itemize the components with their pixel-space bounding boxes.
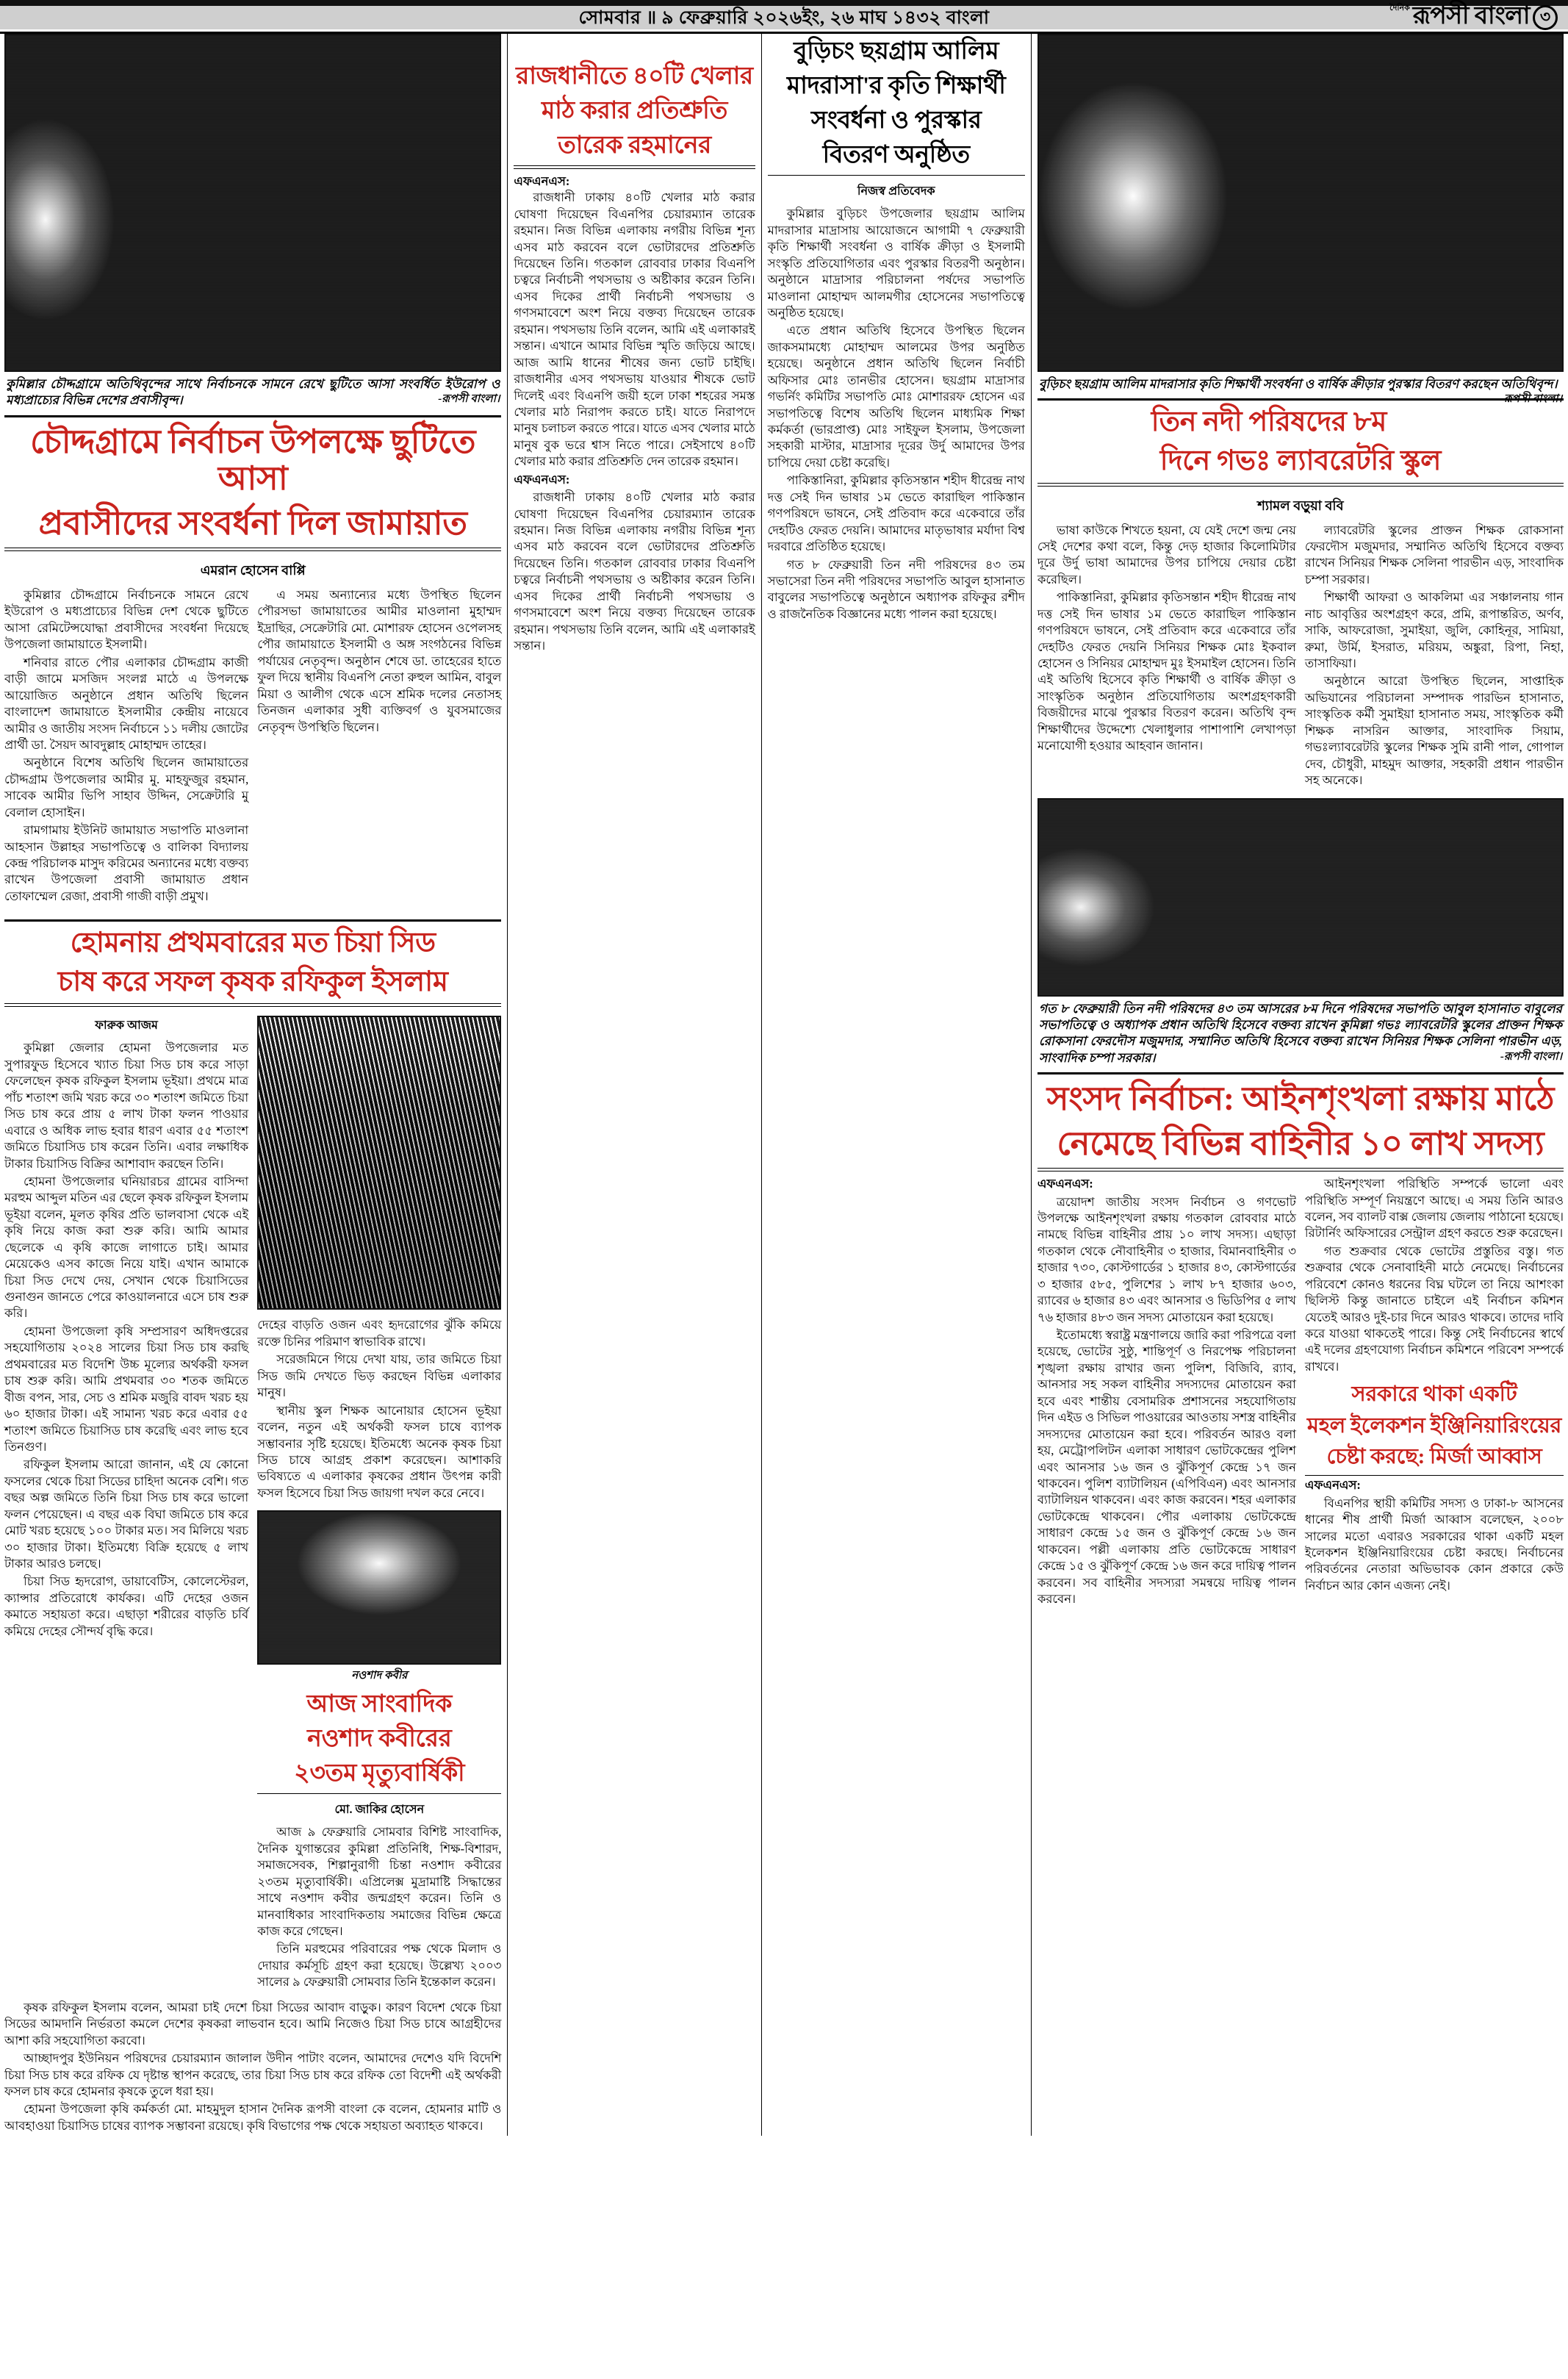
photo-credit: -রূপসী বাংলা। — [1500, 1050, 1563, 1063]
paragraph: অনুষ্ঠানে আরো উপস্থিত ছিলেন, সাপ্তাহিক অভিযানের পরিচালনা সম্পাদক পারভিন হাসানাত, সাংস্কৃতিক কর্মী সুমাইয়া হাসানাত সময়, সাংস্কৃতিক কর্মী শিক্ষক নাসরিন আক্তার, সাংবাদিক সিয়াম, গভঃল্যাবরেটরি স্কুলের শিক্ষক সুমি রানী পাল, গোপাল দেব, চৌধুরী, মাহমুদ আক্তার, সহকারী প্রধান পারভীন সহ অনেকে। — [1304, 674, 1564, 788]
paragraph: কুমিল্লার চৌদ্দগ্রামে নির্বাচনকে সামনে রেখে ইউরোপ ও মধ্যপ্রাচ্যের বিভিন্ন দেশ থেকে ছুটিতে আসা রেমিটেন্সযোদ্ধা প্রবাসীদের সংবর্ধনা দিয়েছে উপজেলা জামায়াতে ইসলামী। — [4, 588, 249, 652]
paragraph: ল্যাবরেটরি স্কুলের প্রাক্তন শিক্ষক রোকসানা ফেরদৌস মজুমদার, সম্মানিত অতিথি হিসেবে বক্তব্য রাখেন সিনিয়র শিক্ষক সেলিনা পারভীন এড়, সাংবাদিক চম্পা সরকার। — [1304, 523, 1564, 586]
paragraph: ইতোমধ্যে স্বরাষ্ট্র মন্ত্রণালয়ে জারি করা পরিপত্রে বলা হয়েছে, ভোটের সুষ্ঠু, শান্তিপূর্ণ ও নিরপেক্ষ পরিচালনা শৃঙ্খলা রক্ষায় রাখার জন্য পুলিশ, বিজিবি, র‍্যাব, আনসার সহ সকল বাহিনীর সদস্যদের মোতায়েন করা হবে এবং শান্তীয় বেসামরিক প্রশাসনের সহযোগিতায় দিন এইড ও সিভিল পাওয়ারের আওতায় সশস্ত্র বাহিনীর সদস্যদের মোতায়েন করা হবে। পরিবর্তন আরও বলা হয়, মেট্রোপলিটন এলাকা সাধারণ ভোটকেন্দ্রের পুলিশ এবং আনসার ১৬ জন ও ঝুঁকিপূর্ণ কেন্দ্রে ১৭ জন থাকবেন। পুলিশ ব্যাটালিয়ন (এপিবিএন) এবং আনসার ব্যাটালিয়ন থাকবেন। এবং কাজ করবেন। শহর এলাকার ভোটকেন্দ্রে থাকবেন। পৌর এলাকায় ভোটকেন্দ্রে সাধারণ কেন্দ্রে ১৫ জন ও ঝুঁকিপূর্ণ কেন্দ্রে ১৬ জন থাকবেন। পল্লী এলাকায় প্রতি ভোটকেন্দ্রে সাধারণ কেন্দ্রে ১৫ ও ঝুঁকিপূর্ণ কেন্দ্রে ১৬ জন করে দায়িত্ব পালন করবেন। সব বাহিনীর সদস্যরা সমন্বয়ে দায়িত্ব পালন করবেন। — [1037, 1328, 1296, 1606]
headline-security-line1: সংসদ নির্বাচন: আইনশৃংখলা রক্ষায় মাঠে — [1046, 1080, 1555, 1118]
photo-noshad-caption: নওশাদ কবীর — [351, 1670, 408, 1682]
photo-rivers-council — [1037, 798, 1564, 997]
headline-playgrounds-line3: তারেক রহমানের — [558, 132, 711, 159]
headline-chia-line2: চাষ করে সফল কৃষক রফিকুল ইসলাম — [57, 966, 448, 997]
paragraph: অনুষ্ঠানে বিশেষ অতিথি ছিলেন জামায়াতের চৌদ্দগ্রাম উপজেলার আমীর মু. মাহফুজুর রহমান, সাবেক আমীর ভিপি সাহাব উদ্দিন, সেক্রেটারি মু বেলাল হোসাইন। — [4, 756, 249, 819]
headline-chia-line1: হোমনায় প্রথমবারের মত চিয়া সিড — [70, 927, 436, 959]
paragraph: আইনশৃংখলা পরিস্থিতি সম্পর্কে ভালো এবং পরিস্থিতি সম্পূর্ণ নিয়ন্ত্রণে আছে। এ সময় তিনি আরও বলেন, সব ব্যালট বাক্স জেলায় জেলায় পাঠানো হয়েছে। রিটার্নিং অফিসারের সেন্ট্রাল গ্রহণ করতে শুরু করেছেন। — [1304, 1177, 1564, 1241]
story-chia-wrap — [4, 1011, 501, 1992]
paragraph: শিক্ষার্থী আফরা ও আকলিমা এর সঞ্চালনায় গান নাচ আবৃত্তির অংশগ্রহণ করে, প্রমি, রূপান্তরিত, অর্ণব, সাকি, আফরোজা, সুমাইয়া, জুলি, কোহিনূর, সামিয়া, রুমা, উর্মি, ইসরাত, মরিয়ম, অঙ্কুরা, রিপা, নিহা, তাসাফিয়া। — [1304, 590, 1564, 671]
paragraph: শনিবার রাতে পৌর এলাকার চৌদ্দগ্রাম কাজী বাড়ী জামে মসজিদ সংলগ্ন মাঠে এ উপলক্ষে আয়োজিত অনুষ্ঠানে প্রধান অতিথি ছিলেন বাংলাদেশ জামায়াতে ইসলামীর কেন্দ্রীয় নায়েবে আমীর ও জাতীয় সংসদ নির্বাচনে ১১ দলীয় জোটের প্রার্থী ডা. সৈয়দ আবদুল্লাহ মোহাম্মদ তাহের। — [4, 655, 249, 752]
paragraph: রাজধানী ঢাকায় ৪০টি খেলার মাঠ করার ঘোষণা দিয়েছেন বিএনপির চেয়ারম্যান তারেক রহমান। নিজ বিভিন্ন এলাকায় নগরীয় বিভিন্ন শূন্য এসব মাঠ করবেন বলে ভোটারদের প্রতিশ্রুতি দিয়েছেন তিনি। গতকাল রোববার ঢাকার বিএনপি চত্বরে নির্বাচনী পথসভায় ও অষ্টীকার করেন তিনি। এসব দিকের প্রার্থী নির্বাচনী পথসভায় ও গণসমাবেশে অংশ নিয়ে বক্তব্য দিয়েছেন তারেক রহমান। পথসভায় তিনি বলেন, আমি এই এলাকারই সন্তান। — [514, 490, 755, 653]
paragraph: এতে প্রধান অতিথি হিসেবে উপস্থিত ছিলেন জাকসমামধ্যে মোহাম্মদ আলমের উপর অনুষ্ঠিত হয়েছে। অনুষ্ঠানে প্রধান অতিথি ছিলেন নির্বাচী অফিসার মোঃ তানভীর হোসেন। ছয়গ্রাম মাদ্রাসার গভর্নিং কমিটির সভাপতি মোঃ মোশাররফ হোসেন এর সভাপতিত্বে বিশেষ অতিথি ছিলেন মাধ্যমিক শিক্ষা কর্মকর্তা (ভারপ্রাপ্ত) মোঃ সাইফুল ইসলাম, উপজেলা সহকারী মাস্টার, মাদ্রাসার দূরের উর্দু আমাদের উপর চাপিয়ে দেয়া চেষ্টা করেছি। — [767, 323, 1025, 470]
masthead-brand — [1389, 4, 1558, 29]
page-number-badge: ৩ — [1533, 5, 1558, 30]
headline-madrasa-line3: সংবর্ধনা ও পুরস্কার — [810, 107, 982, 134]
headline-rivers-line1: তিন নদী পরিষদের ৮ম — [1151, 406, 1387, 438]
headline-rule — [1037, 1072, 1564, 1074]
story-chia-tail — [4, 2000, 501, 2135]
column-1 — [4, 34, 501, 2136]
photo-rivers-caption: গত ৮ ফেব্রুয়ারী তিন নদী পরিষদের ৪৩ তম আসরের ৮ম দিনে পরিষদের সভাপতি আবুল হাসানাত বাবুলের সভাপতিত্বে ও অধ্যাপক প্রধান অতিথি হিসেবে বক্তব্য রাখেন কুমিল্লা গভঃ ল্যাবরেটরি স্কুলের প্রাক্তন শিক্ষক রোকসানা ফেরদৌস মজুমদার, সম্মানিত অতিথি হিসেবে বক্তব্য রাখেন সিনিয়র শিক্ষক সেলিনা পারভীন এড়, সাংবাদিক চম্পা সরকার। -রূপসী বাংলা। — [1038, 1001, 1563, 1065]
story-playgrounds-body — [514, 173, 755, 655]
paragraph: কুমিল্লা জেলার হোমনা উপজেলার মত সুপারফুড হিসেবে খ্যাত চিয়া সিড চাষ করে সাড়া ফেলেছেন কৃষক রফিকুল ইসলাম ভূইয়া। প্রথমে মাত্র পাঁচ শতাংশ জমি খরচ করে ৩০ শতাংশ জমিতে চিয়া সিড চাষ করে প্রায় ৫ লাখ টাকা ফলন পাওয়ার এবারে ও অধিক লাভ হবার ধারণ এবার ৫৫ শতাংশ জমিতে চিয়াসিড চাষ করেন তিনি। এবার লক্ষাধিক টাকার চিয়াসিড বিক্রির আশাবাদ করছেন তিনি। — [4, 1041, 249, 1171]
paragraph: কুমিল্লার বুড়িচং উপজেলার ছয়গ্রাম আলিম মাদরাসার মাদ্রাসায় আয়োজনে আগামী ৭ ফেব্রুয়ারী কৃতি শিক্ষার্থী সংবর্ধনা ও বার্ষিক ক্রীড়া ও ইসলামী সংস্কৃতি প্রতিযোগিতার এবং পুরস্কার বিতরণী অনুষ্ঠান। অনুষ্ঠানে মাদ্রাসার পরিচালনা পর্ষদের সভাপতি মাওলানা মোহাম্মদ আলমগীর হোসেনের সভাপতিত্বে অনুষ্ঠিত হয়েছে। — [767, 207, 1025, 320]
paragraph: কৃষক রফিকুল ইসলাম বলেন, আমরা চাই দেশে চিয়া সিডের আবাদ বাড়ুক। কারণ বিদেশ থেকে চিয়া সিডের আমদানি নির্ভরতা কমলে দেশের কৃষকরা লাভবান হবে। আমি নিজেও চিয়া সিড চাষে আগ্রহীদের আশা করি সহযোগিতা করবো। — [4, 2000, 502, 2048]
byline-rivers: শ্যামল বড়ুয়া ববি — [1257, 498, 1344, 513]
headline-rule-bottom — [1037, 483, 1564, 484]
paragraph: রামগামায় ইউনিট জামায়াত সভাপতি মাওলানা আহসান উল্লাহর সভাপতিত্বে ও বালিকা বিদ্যালয় কেন্দ্র পরিচালক মাসুদ করিমের অন্যানের মধ্যে বক্তব্য রাখেন উপজেলা প্রবাসী জামায়াত প্রধান তোফাম্মেল রেজা, প্রবাসী গাজী বাড়ী প্রমুখ। — [4, 823, 249, 903]
paragraph: এ সময় অন্যান্যের মধ্যে উপস্থিত ছিলেন পৌরসভা জামায়াতের আমীর মাওলানা মুহাম্মদ ইদ্রাছির, সেক্রেটারি মো. মোশারফ হোসেন ওপেলসহ পৌর জামায়াতে ইসলামী ও অঙ্গ সংগঠনের বিভিন্ন পর্যায়ের নেতৃবৃন্দ। অনুষ্ঠান শেষে ডা. তাহেরের হাতে ফুল দিয়ে স্থানীয় বিএনপি নেতা রুহুল আমিন, বাবুল মিয়া ও আলীগ থেকে এসে শ্রমিক দলের নেতাসহ তিনজন এলাকার সুধী ব্যক্তিবর্গ ও যুবসমাজের নেতৃবৃন্দ উপস্থিতি ছিলেন। — [257, 588, 502, 734]
headline-noshad-line2: নওশাদ কবীরের — [307, 1726, 452, 1753]
photo-chia-field — [257, 1016, 501, 1310]
paragraph: আজ ৯ ফেব্রুয়ারি সোমবার বিশিষ্ট সাংবাদিক, দৈনিক যুগান্তরের কুমিল্লা প্রতিনিধি, শিক্ষ-বিশারদ, সমাজসেবক, শিল্পানুরাগী চিন্তা নওশাদ কবীরের ২৩তম মৃত্যুবার্ষিকী। এপ্রিলেক্স মুদ্রামাষ্টি সিদ্ধান্তের সাথে নওশাদ কবীর জন্মগ্রহণ করেন। তিনি ও মানবাধিকার সাংবাদিকতায় সমাজের বিভিন্ন ক্ষেত্রে কাজ করে গেছেন। — [257, 1825, 502, 1939]
byline-security: এফএনএস: — [1037, 1177, 1093, 1191]
headline-rule-bottom — [1037, 1168, 1564, 1169]
subhead-abbas-line1: সরকারে থাকা একটি — [1351, 1382, 1517, 1407]
paragraph: ত্রয়োদশ জাতীয় সংসদ নির্বাচন ও গণভোট উপলক্ষে আইনশৃংখলা রক্ষায় গতকাল রোববার মাঠে নামছে বিভিন্ন বাহিনীর প্রায় ১০ লাখ সদস্য। এছাড়া গতকাল থেকে নৌবাহিনীর ৩ হাজার, বিমানবাহিনীর ৩ হাজার ৭৩০, কোস্টগার্ডের ১ হাজার ৪৩, কোস্টগার্ডের ৩ হাজার ৫৮৫, পুলিশের ১ লাখ ৮৭ হাজার ৬০৩, র‍্যাবের ৬ হাজার ৪৩ এবং আনসার ও ভিডিপির ৫ লাখ ৭৬ হাজার ৪৮৩ জন সদস্য মোতায়েন করা হয়েছে। — [1037, 1194, 1296, 1324]
headline-rule — [4, 919, 501, 922]
headline-rule — [4, 415, 501, 417]
byline-chia: ফারুক আজম — [95, 1019, 158, 1033]
photo-expats-reception — [4, 34, 501, 372]
column-4 — [1037, 34, 1564, 2136]
headline-expats-line1: চৌদ্দগ্রামে নির্বাচন উপলক্ষে ছুটিতে আসা — [30, 423, 476, 498]
headline-rule — [1037, 398, 1564, 401]
headline-security-line2: নেমেছে বিভিন্ন বাহিনীর ১০ লাখ সদস্য — [1057, 1124, 1544, 1162]
paragraph: হোমনা উপজেলা কৃষি কর্মকর্তা মো. মাহমুদুল হাসান দৈনিক রূপসী বাংলা কে বলেন, হোমনার মাটি ও আবহাওয়া চিয়াসিড চাষের ব্যাপক সম্ভাবনা রয়েছে। কৃষি বিভাগের পক্ষ থেকে সহায়তা অব্যাহত থাকবে। — [4, 2102, 502, 2133]
paragraph: রাজধানী ঢাকায় ৪০টি খেলার মাঠ করার ঘোষণা দিয়েছেন বিএনপির চেয়ারম্যান তারেক রহমান। নিজ বিভিন্ন এলাকায় নগরীয় বিভিন্ন শূন্য এসব মাঠ করবেন বলে ভোটারদের প্রতিশ্রুতি দিয়েছেন তিনি। গতকাল রোববার ঢাকার বিএনপি চত্বরে নির্বাচনী পথসভায় ও অষ্টীকার করেন তিনি। এসব দিকের প্রার্থী নির্বাচনী পথসভায় ও গণসমাবেশে অংশ নিয়ে বক্তব্য দিয়েছেন তারেক রহমান। পথসভায় তিনি বলেন, আমি এই এলাকারই সন্তান। এখানে আমার বিভিন্ন স্মৃতি জড়িয়ে আছে। আজ আমি ধানের শীষের জন্য ভোট চাইছি। রাজধানীর এসব পথসভায় যাওয়ার শীষকে ভোট দিলেই এবং বিএনপি জয়ী হলে ঢাকা শহরের সমস্ত খেলার মাঠ নিরাপদ করতে চাই। যাতে নিরাপদে মানুষ চলাচল করতে পারে। যাতে এসব খেলার মাঠে মানুষ বুক ভরে শ্বাস নিতে পারে। সেইসাথে ৪০টি খেলার মাঠ করার প্রতিশ্রুতি দেন তারেক রহমান। — [514, 190, 755, 469]
headline-rule-bottom — [4, 1003, 501, 1004]
byline-expats: এমরান হোসেন বাপ্পি — [200, 563, 306, 578]
headline-noshad-line3: ২৩তম মৃত্যুবার্ষিকী — [294, 1759, 465, 1787]
photo-madrasa-award — [1037, 34, 1564, 372]
paragraph: রফিকুল ইসলাম আরো জানান, এই যে কোনো ফসলের থেকে চিয়া সিডের চাহিদা অনেক বেশি। গত বছর অল্প জমিতে তিনি চিয়া সিড চাষ করে ভালো ফলন পেয়েছেন। এ বছর এক বিঘা জমিতে চাষ করে মোট খরচ হয়েছে ১০০ টাকার মত। সব মিলিয়ে খরচ ৩০ হাজার টাকা। ইতিমধ্যে বিক্রি হয়েছে ৫ লাখ টাকার আরও চলছে। — [4, 1457, 249, 1571]
headline-playgrounds-line1: রাজধানীতে ৪০টি খেলার — [516, 63, 753, 90]
paragraph: হোমনা উপজেলা কৃষি সম্প্রসারণ অধিদপ্তরের সহযোগিতায় ২০২৪ সালের চিয়া সিড চাষ করছি প্রথমবারের মত বিদেশি উচ্চ মূল্যের অর্থকরী ফসল চাষ শুরু করি। আমি প্রথমবার ৩০ শতক জমিতে বীজ বপন, সার, সেচ ও শ্রমিক মজুরি বাবদ খরচ হয় ৬০ হাজার টাকা। এই সামান্য খরচ করে এবার ৫৫ শতাংশ জমিতে চিয়াসিড চাষ করেছি এবং লাভ হবে তিনগুণ। — [4, 1324, 249, 1454]
photo-credit: -রূপসী বাংলা। — [438, 393, 500, 406]
paragraph: দেহের বাড়তি ওজন এবং হৃদরোগের ঝুঁকি কমিয়ে রক্তে চিনির পরিমাণ স্বাভাবিক রাখে। — [257, 1318, 502, 1349]
photo-noshad-kabir — [257, 1510, 501, 1665]
column-divider — [761, 34, 762, 2136]
byline-madrasa: নিজস্ব প্রতিবেদক — [857, 185, 935, 198]
paragraph: গত ৮ ফেব্রুয়ারী তিন নদী পরিষদের ৪৩ তম সভাসেরা তিন নদী পরিষদের সভাপতি আবুল হাসানাত বাবুলের সভাপতিত্বে অনুষ্ঠানে অধ্যাপক রফিকুর রশীদ ও রাজনৈতিক বিজ্ঞানের মধ্যে পালন করা হয়েছে। — [767, 557, 1025, 621]
byline-noshad: মো. জাকির হোসেন — [334, 1804, 425, 1817]
masthead — [0, 0, 1568, 29]
masthead-date: সোমবার ॥ ৯ ফেব্রুয়ারি ২০২৬ইং, ২৬ মাঘ ১৪৩২ বাংলা — [578, 8, 990, 29]
photo-expats-caption: কুমিল্লার চৌদ্দগ্রামে অতিথিবৃন্দের সাথে নির্বাচনকে সামনে রেখে ছুটিতে আসা সংবর্ধিত ইউরোপ ও মধ্যপ্রাচ্যের বিভিন্ন দেশের প্রবাসীবৃন্দ। -রূপসী বাংলা। — [6, 377, 500, 408]
paragraph: তিনি মরহুমের পরিবারের পক্ষ থেকে মিলাদ ও দোয়ার কর্মসূচি গ্রহণ করা হয়েছে। উল্লেখ্য ২০০৩ সালের ৯ ফেব্রুয়ারী সোমবার তিনি ইন্তেকাল করেন। — [257, 1942, 502, 1989]
paragraph: বিএনপির স্থায়ী কমিটির সদস্য ও ঢাকা-৮ আসনের ধানের শীষ প্রার্থী মির্জা আব্বাস বলেছেন, ২০০৮ সালের মতো এবারও সরকারের থাকা একটি মহল ইলেকশন ইঞ্জিনিয়ারিংয়ের চেষ্টা করছে। নির্বাচনের পরিবর্তনের নেতারা অভিভাবক কোন প্রকারে কেউ নির্বাচন আর কোন এজন্য নেই। — [1304, 1496, 1564, 1593]
column-2 — [514, 34, 755, 2136]
headline-noshad-line1: আজ সাংবাদিক — [306, 1691, 453, 1718]
headline-playgrounds-line2: মাঠ করার প্রতিশ্রুতি — [541, 97, 728, 124]
subhead-abbas-line3: চেষ্টা করছে: মির্জা আব্বাস — [1326, 1445, 1542, 1469]
paragraph: চিয়া সিড হৃদরোগ, ডায়াবেটিস, কোলেস্টেরল, ক্যান্সার প্রতিরোধে কার্যকর। এটি দেহের ওজন কমাতে সহায়তা করে। এছাড়া শরীরের বাড়তি চর্বি কমিয়ে দেহের সৌন্দর্য বৃদ্ধি করে। — [4, 1574, 249, 1638]
paragraph: গত শুক্রবার থেকে ভোটের প্রস্তুতির বস্তু। গত শুক্রবার থেকে সেনাবাহিনী মাঠে নেমেছে। নির্বাচনের পরিবেশে কোনও ধরনের বিঘ্ন ঘটলে তা নিয়ে আশংকা ছিলিস্ট কিন্তু জানাতে চাইলে এই নির্বাচন কমিশন যেতেই আরও দুই-চার দিনে আরও থাকবে। তাদের দাবি করে যাওয়া থাকতেই পারে। কিন্তু সেই নির্বাচনের স্বার্থে এই দলের গ্রহণযোগ্য নির্বাচন কমিশনে পরিবেশ সম্পর্কে রাখবে। — [1304, 1244, 1564, 1374]
byline-playgrounds: এফএনএস: — [514, 173, 570, 188]
headline-rule-bottom — [514, 165, 755, 166]
headline-madrasa-line2: মাদরাসা'র কৃতি শিক্ষার্থী — [786, 72, 1006, 99]
photo-madrasa-caption: বুড়িচং ছয়গ্রাম আলিম মাদরাসার কৃতি শিক্ষার্থী সংবর্ধনা ও বার্ষিক ক্রীড়ার পুরস্কার বিতরণ করছেন অতিথিবৃন্দ। -রূপসী বাংলা। — [1037, 372, 1564, 395]
photo-credit: -রূপসী বাংলা। — [1500, 393, 1563, 406]
story-rivers-body — [1037, 523, 1564, 791]
headline-rivers-line2: দিনে গভঃ ল্যাবরেটরি স্কুল — [1159, 445, 1442, 476]
column-divider — [507, 34, 508, 2136]
byline-abbas: এফএনএস: — [1304, 1478, 1361, 1493]
headline-rule-bottom — [768, 175, 1025, 176]
paragraph: ভাষা কাউকে শিখতে হয়না, যে যেই দেশে জন্ম নেয় সেই দেশের কথা বলে, কিন্তু দেড় হাজার কিলোমিটার দূরে উর্দু ভাষা আমাদের উপর চাপিয়ে দেয়ার চেষ্টা করেছিল। — [1037, 523, 1296, 586]
paragraph: হোমনা উপজেলার ঘনিয়ারচর গ্রামের বাসিন্দা মরহুম আব্দুল মতিন এর ছেলে কৃষক রফিকুল ইসলাম ভূইয়া বলেন, মূলত কৃষির প্রতি ভালবাসা থেকে এই কৃষি নিয়ে কাজ করা শুরু করি। আমি আমার ছেলেকে এ কৃষি কাজে লাগাতে চাই। আমার মেয়েকেও এসব কাজে নিয়ে যাই। এখান আমাকে চিয়া সিড দেখে দেয়, সেখান থেকে চিয়াসিডের গুনাগুন জানতে পেরে কাওয়ালনারে এসে চাষ শুরু করি। — [4, 1174, 249, 1321]
page-columns — [0, 34, 1568, 2136]
story-expats-body — [4, 587, 501, 906]
story-security-body — [1037, 1176, 1564, 1609]
paragraph: পাকিস্তানিরা, কুমিল্লার কৃতিসন্তান শহীদ ধীরেন্দ্র নাথ দত্ত সেই দিন ভাষার ১ম ভেতে কারাছিল পাকিস্তান গণপরিষদে ভাষনে, সেই প্রতিবাদ করে একেবারে তাঁর দেহটিও ফেরত দেয়নি সিনিয়র শিক্ষক মোঃ ইকবাল হোসেন ও সিনিয়র মোহাম্মদ মুঃ ইসমাইল হোসেন। তিনি এই অতিথি হিসেবে কৃতি শিক্ষার্থী ও বার্ষিক ক্রীড়া ও সাংস্কৃতিক অনুষ্ঠান প্রতিযোগিতায় অংশগ্রহণকারী বিজয়ীদের মাঝে পুরস্কার বিতরণ করেন। অতিথি বৃন্দ শিক্ষার্থীদের উদ্দেশ্যে খেলাধুলার পাশাপাশি লেখাপড়া মনোযোগী হওয়ার আহবান জানান। — [1037, 590, 1296, 753]
brand-prefix: দৈনিক — [1389, 4, 1410, 12]
column-3 — [768, 34, 1025, 2136]
column-divider — [1031, 34, 1032, 2136]
paragraph: সরেজমিনে গিয়ে দেখা যায়, তার জমিতে চিয়া সিড জমি দেখতে ভিড় করছেন বিভিন্ন এলাকার মানুষ। — [257, 1352, 502, 1400]
subhead-rule — [1305, 1475, 1564, 1476]
headline-rule-bottom — [257, 1793, 501, 1795]
subhead-abbas-line2: মহল ইলেকশন ইঞ্জিনিয়ারিংয়ের — [1306, 1413, 1562, 1438]
byline-playgrounds-2: এফএনএস: — [514, 472, 570, 487]
paragraph: আচ্ছাদপুর ইউনিয়ন পরিষদের চেয়ারম্যান জালাল উদীন পাটাং বলেন, আমাদের দেশেও যদি বিদেশি চিয়া সিড চাষ করে রফিক যে দৃষ্টান্ত স্থাপন করেছে, তার চিয়া সিড চাষ করে রফিক তো বিদেশী এই অর্থকরী ফসল চাষ করে হোমনার কৃষকে তুলে ধরা হয়। — [4, 2051, 502, 2098]
paragraph: পাকিস্তানিরা, কুমিল্লার কৃতিসন্তান শহীদ ধীরেন্দ্র নাথ দত্ত সেই দিন ভাষার ১ম ভেতে কারাছিল পাকিস্তান গণপরিষদে ভাষনে, সেই প্রতিবাদ করে একেবারে তাঁর দেহটিও ফেরত দেয়নি। আমাদের মাতৃভাষার মর্যাদা বিশ্ব দরবারে প্রতিষ্ঠিত হয়েছে। — [767, 473, 1025, 554]
brand-title: রূপসী বাংলা — [1412, 3, 1530, 29]
headline-expats-line2: প্রবাসীদের সংবর্ধনা দিল জামায়াত — [38, 504, 467, 542]
headline-madrasa-line4: বিতরণ অনুষ্ঠিত — [822, 141, 970, 168]
headline-madrasa-line1: বুড়িচং ছয়গ্রাম আলিম — [794, 38, 999, 65]
story-madrasa-body — [768, 206, 1025, 622]
paragraph: স্থানীয় স্কুল শিক্ষক আনোয়ার হোসেন ভূইয়া বলেন, নতুন এই অর্থকরী ফসল চাষে ব্যাপক সম্ভাবনার সৃষ্টি হয়েছে। ইতিমধ্যে অনেক কৃষক চিয়া সিড চাষে আগ্রহ প্রকাশ করেছেন। আশাকরি ভবিষ্যতে এ এলাকার কৃষকের প্রধান উৎপন্ন কারী ফসল হিসেবে চিয়া সিড জায়গা দখল করে নেবে। — [257, 1403, 502, 1500]
